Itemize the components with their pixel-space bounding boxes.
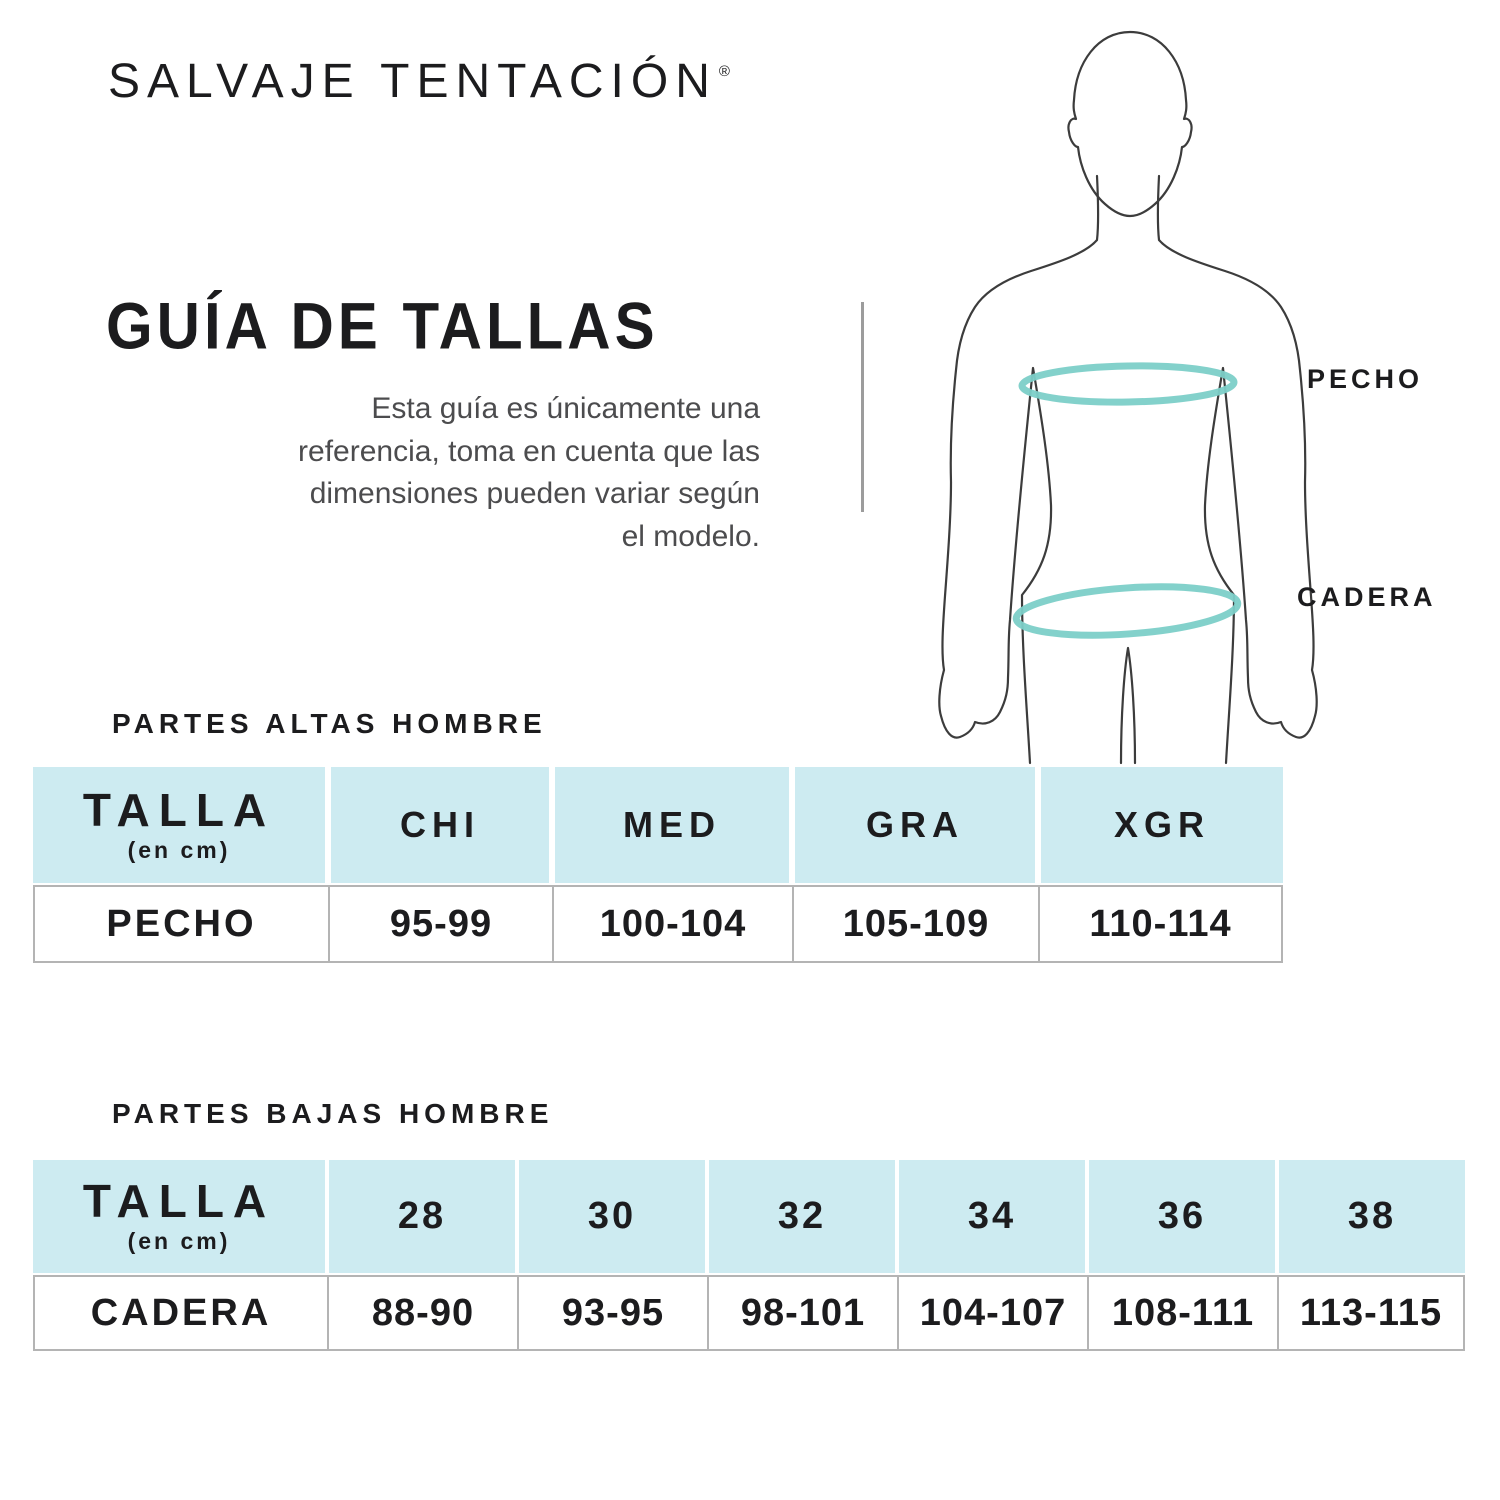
registered-mark-icon: ® [718,63,730,80]
intro-line: referencia, toma en cuenta que las [298,434,760,468]
intro-line: Esta guía es únicamente una [371,392,760,425]
figure-right-side-outline [1158,176,1317,763]
column-header: 30 [519,1160,705,1273]
bottoms-table-data-row [33,1275,1465,1351]
figure-head-outline [1068,32,1191,216]
size-header-cell [33,767,325,883]
bottoms-size-table [33,1160,1465,1351]
tops-section-heading: PARTES ALTAS HOMBRE [112,708,547,739]
table-value: 110-114 [1038,887,1281,961]
chest-label: PECHO [1307,364,1424,394]
bottoms-section-heading: PARTES BAJAS HOMBRE [112,1098,554,1129]
page-title: GUÍA DE TALLAS [106,289,659,363]
column-header: GRA [795,767,1035,883]
brand-name: SALVAJE TENTACIÓN [108,55,717,108]
bottoms-table-header-row [33,1160,1465,1273]
table-value: 93-95 [517,1277,707,1349]
row-label: CADERA [90,1291,272,1334]
column-header: XGR [1041,767,1283,883]
column-header: CHI [331,767,549,883]
vertical-divider [861,302,864,512]
size-label: TALLA [82,1175,276,1227]
size-label: TALLA [82,783,276,836]
table-value: 104-107 [897,1277,1087,1349]
tops-table-header-row [33,767,1283,883]
column-header: 28 [329,1160,515,1273]
table-value: 88-90 [327,1277,517,1349]
figure-left-side-outline [939,176,1098,763]
size-unit: (en cm) [127,836,231,863]
intro-line: el modelo. [621,519,760,553]
tops-table-data-row [33,885,1283,963]
row-label: PECHO [106,902,257,945]
chest-measure-line [1022,364,1235,404]
table-value: 95-99 [328,887,552,961]
column-header: MED [555,767,789,883]
table-value: 100-104 [552,887,792,961]
brand-logo [108,54,728,109]
male-body-figure-icon [930,25,1320,765]
column-header: 36 [1089,1160,1275,1273]
column-header: 38 [1279,1160,1465,1273]
figure-inner-legs-line [1121,648,1135,763]
table-value: 113-115 [1277,1277,1463,1349]
tops-size-table [33,767,1283,963]
table-value: 98-101 [707,1277,897,1349]
size-unit: (en cm) [127,1228,231,1254]
table-value: 108-111 [1087,1277,1277,1349]
table-value: 105-109 [792,887,1038,961]
column-header: 32 [709,1160,895,1273]
hips-label: CADERA [1297,582,1437,612]
size-header-cell [33,1160,325,1273]
column-header: 34 [899,1160,1085,1273]
hips-measure-line [1015,580,1240,641]
intro-text [0,388,760,558]
intro-line: dimensiones pueden variar según [309,477,760,511]
